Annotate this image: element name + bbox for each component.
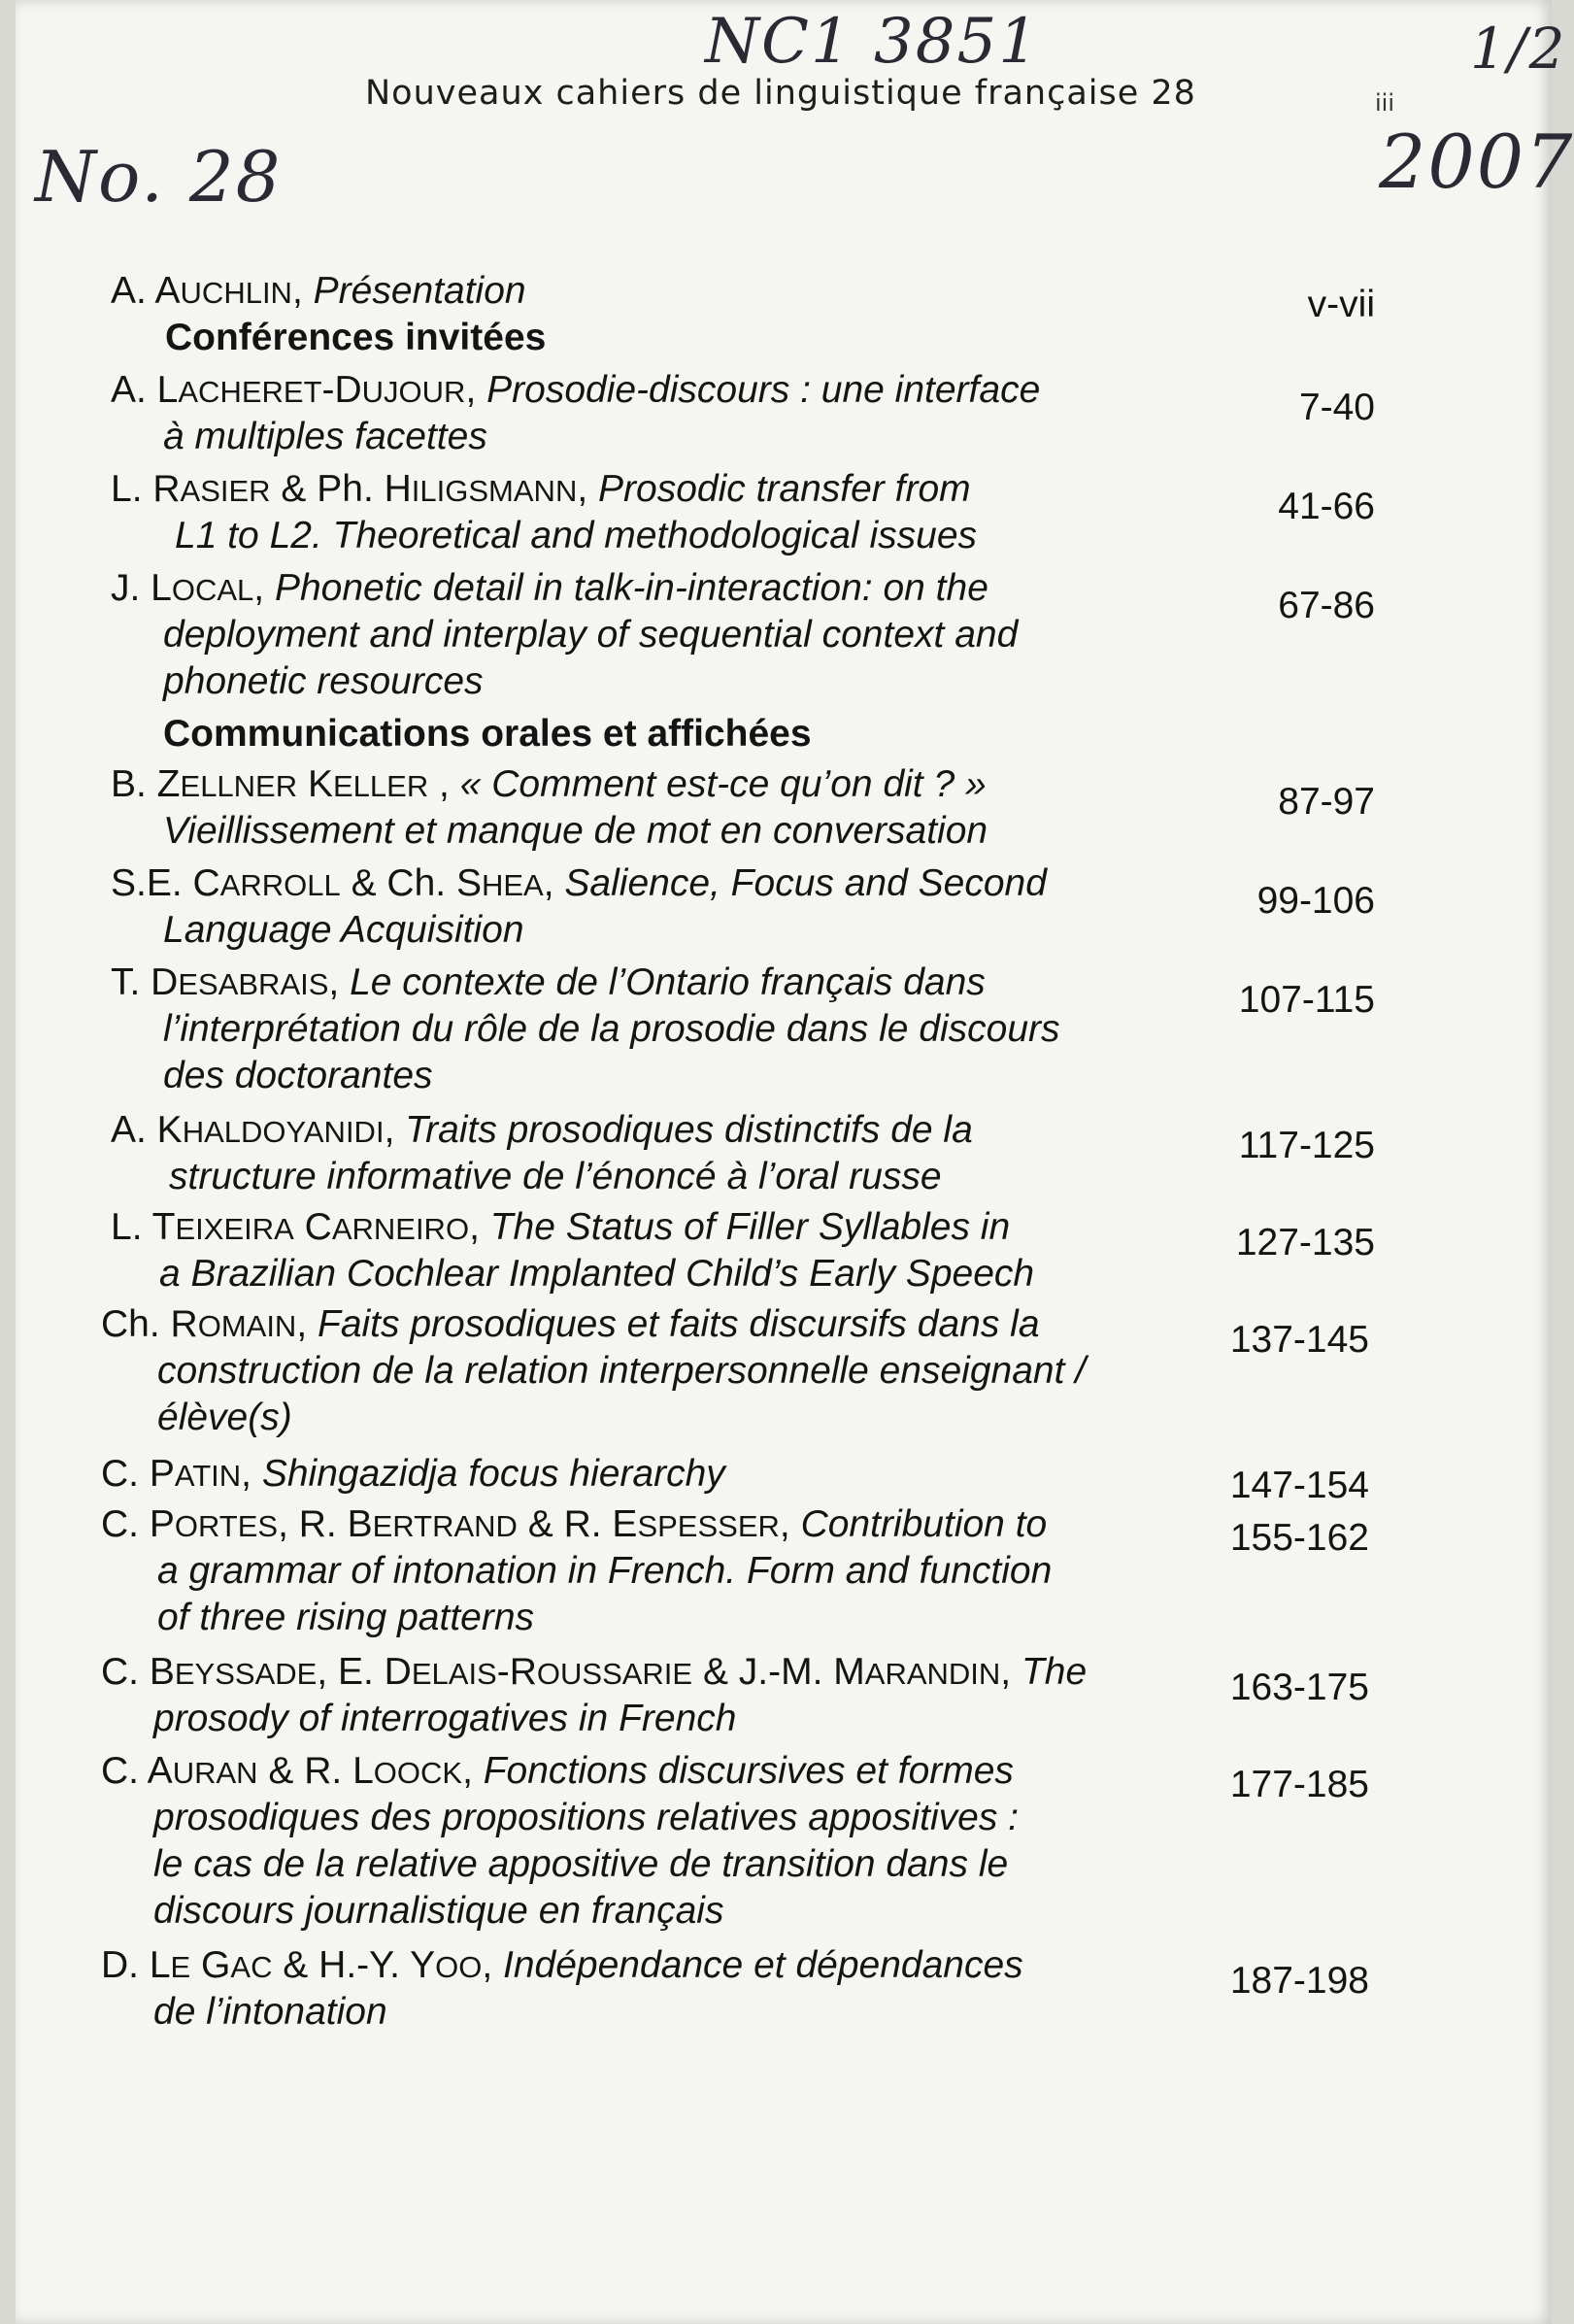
toc-entry-continuation <box>157 1348 1086 1395</box>
toc-entry-pages: 99-106 <box>1256 880 1375 922</box>
book-page <box>16 0 1574 2324</box>
toc-entry <box>111 466 971 515</box>
page-folio: iii <box>1375 89 1395 117</box>
author-text: & Ch. S <box>340 862 482 904</box>
author-smallcaps: OO <box>435 1950 483 1984</box>
entry-title: Contribution to <box>800 1503 1048 1545</box>
toc-entry <box>111 960 986 1008</box>
toc-entry-continuation <box>163 907 524 954</box>
entry-title: phonetic resources <box>163 660 484 702</box>
section-heading-communications: Communications orales et affichées <box>163 713 812 755</box>
author-smallcaps: ILIGSMANN <box>411 474 578 508</box>
running-title: Nouveaux cahiers de linguistique française 28 <box>365 74 1196 113</box>
author-text: , <box>328 961 351 1003</box>
author-smallcaps: ARROLL <box>219 868 341 902</box>
author-smallcaps: ELAIS <box>411 1657 497 1691</box>
toc-entry <box>111 860 1047 909</box>
author-text: C. P <box>101 1503 175 1545</box>
toc-entry-pages: 87-97 <box>1278 781 1375 823</box>
toc-entry-continuation <box>153 1841 1008 1888</box>
toc-entry-pages: 187-198 <box>1229 1960 1369 2002</box>
toc-entry-continuation <box>153 1696 736 1742</box>
entry-title: Language Acquisition <box>163 909 524 951</box>
handwritten-call-number: NC1 3851 <box>705 6 1040 78</box>
author-text: C. A <box>101 1750 173 1792</box>
author-text: G <box>190 1944 231 1986</box>
entry-title: deployment and interplay of sequential context and <box>163 614 1019 656</box>
entry-title: Salience, Focus and Second <box>564 862 1047 904</box>
author-text: & H.-Y. Y <box>272 1944 436 1986</box>
toc-entry-pages: 137-145 <box>1229 1319 1369 1361</box>
entry-title: a Brazilian Cochlear Implanted Child’s Early Speech <box>159 1253 1035 1295</box>
handwritten-volume-mark: 1/2 <box>1470 16 1567 82</box>
author-text: A. L <box>111 369 179 411</box>
author-smallcaps: OCAL <box>171 573 254 607</box>
author-smallcaps: HEA <box>481 868 544 902</box>
toc-entry-continuation <box>163 612 1018 658</box>
toc-entry-pages: 163-175 <box>1229 1667 1369 1708</box>
author-text: -R <box>496 1651 537 1693</box>
entry-title: Présentation <box>313 270 526 312</box>
author-text: D. L <box>101 1944 171 1986</box>
toc-entry-continuation <box>153 1795 1019 1841</box>
author-smallcaps: EYSSADE <box>174 1657 318 1691</box>
author-text: , <box>462 1750 484 1792</box>
author-smallcaps: OUSSARIE <box>536 1657 693 1691</box>
author-smallcaps: ATIN <box>174 1459 242 1493</box>
entry-title: Traits prosodiques distinctifs de la <box>405 1109 973 1151</box>
author-text: C. P <box>101 1453 175 1495</box>
toc-entry <box>101 1942 1023 1991</box>
entry-title: « Comment est-ce qu’on dit ? » <box>459 763 987 805</box>
author-text: -D <box>321 369 362 411</box>
entry-title: Indépendance et dépendances <box>503 1944 1023 1986</box>
entry-title: de l’intonation <box>153 1991 387 2033</box>
entry-title: prosodiques des propositions relatives appositives : <box>153 1797 1020 1838</box>
author-smallcaps: URAN <box>172 1756 258 1790</box>
author-text: , <box>1000 1651 1021 1693</box>
toc-entry-continuation <box>157 1395 292 1441</box>
toc-entry-continuation <box>157 1595 534 1641</box>
author-smallcaps: EIXEIRA <box>175 1212 294 1246</box>
author-smallcaps: ELLNER <box>180 769 298 803</box>
entry-title: Prosodic transfer from <box>598 468 971 510</box>
entry-title: des doctorantes <box>163 1055 433 1096</box>
entry-title: structure informative de l’énoncé à l’oral russe <box>169 1156 942 1197</box>
author-smallcaps: ELLER <box>332 769 429 803</box>
author-initial: A. A <box>111 270 181 312</box>
toc-entry <box>101 1501 1047 1550</box>
toc-presentation <box>111 268 526 317</box>
toc-entry-pages: 155-162 <box>1229 1517 1369 1559</box>
author-smallcaps: OMAIN <box>197 1309 297 1343</box>
author-text: , <box>241 1453 262 1495</box>
author-smallcaps: ESABRAIS <box>178 967 329 1001</box>
author-smallcaps: ACHERET <box>178 375 322 409</box>
author-smallcaps: AC <box>230 1950 273 1984</box>
entry-title: Faits prosodiques et faits discursifs dans la <box>318 1303 1040 1345</box>
section-heading-invited: Conférences invitées <box>165 317 547 358</box>
author-smallcaps: UJOUR <box>361 375 466 409</box>
toc-entry-pages: 7-40 <box>1298 387 1375 428</box>
entry-title: Fonctions discursives et formes <box>483 1750 1014 1792</box>
author-smallcaps: ARNEIRO <box>331 1212 470 1246</box>
author-text: A. K <box>111 1109 183 1151</box>
author-text: , <box>482 1944 504 1986</box>
toc-entry-pages: 177-185 <box>1229 1764 1369 1805</box>
author-text: S.E. C <box>111 862 220 904</box>
author-text: J. L <box>111 567 172 609</box>
toc-entry-continuation <box>163 658 484 705</box>
entry-title: l’interprétation du rôle de la prosodie dans le discours <box>163 1008 1060 1050</box>
toc-entry-continuation <box>153 1989 387 2036</box>
table-of-contents <box>16 0 1552 2324</box>
toc-entry <box>101 1748 1014 1797</box>
entry-title: discours journalistique en français <box>153 1890 724 1932</box>
author-text: , <box>296 1303 318 1345</box>
toc-entry-continuation <box>175 513 977 559</box>
toc-entry <box>111 761 987 810</box>
toc-entry-continuation <box>163 1053 433 1099</box>
author-smallcaps: ORTES <box>174 1509 279 1543</box>
author-text: L. R <box>111 468 181 510</box>
author-smallcaps: OOCK <box>373 1756 463 1790</box>
toc-entry-continuation <box>157 1548 1052 1595</box>
toc-entry-pages: 147-154 <box>1229 1465 1369 1506</box>
author-smallcaps: ERTRAND <box>372 1509 518 1543</box>
entry-title: Le contexte de l’Ontario français dans <box>350 961 986 1003</box>
entry-title: élève(s) <box>157 1397 292 1438</box>
toc-entry-continuation <box>169 1154 942 1200</box>
toc-entry-continuation <box>159 1251 1034 1297</box>
entry-title: Shingazidja focus hierarchy <box>261 1453 725 1495</box>
entry-title: The <box>1021 1651 1088 1693</box>
author-smallcaps: UCHLIN <box>180 276 292 310</box>
toc-entry-pages: 41-66 <box>1278 486 1375 527</box>
toc-presentation-pages: v-vii <box>1307 284 1375 325</box>
author-text: , <box>465 369 487 411</box>
author-smallcaps: HALDOYANIDI <box>182 1115 385 1149</box>
toc-entry-pages: 117-125 <box>1238 1125 1375 1166</box>
author-text: , <box>577 468 598 510</box>
entry-title: of three rising patterns <box>157 1597 535 1638</box>
author-text: , <box>543 862 565 904</box>
toc-entry <box>101 1301 1040 1350</box>
toc-entry-continuation <box>163 414 487 460</box>
toc-entry-continuation <box>163 808 988 855</box>
author-text: B. Z <box>111 763 181 805</box>
toc-entry <box>101 1451 725 1499</box>
handwritten-year: 2007 <box>1379 118 1574 205</box>
author-text: T. D <box>111 961 179 1003</box>
author-text: & Ph. H <box>270 468 412 510</box>
entry-title: construction de la relation interpersonnelle enseignant / <box>157 1350 1087 1392</box>
toc-entry-pages: 67-86 <box>1278 585 1375 626</box>
author-text: C <box>293 1206 332 1248</box>
author-smallcaps: ARANDIN <box>864 1657 1001 1691</box>
author-text: C. B <box>101 1651 175 1693</box>
toc-entry-pages: 107-115 <box>1238 979 1375 1021</box>
toc-entry <box>111 1107 973 1156</box>
author-smallcaps: ASIER <box>180 474 271 508</box>
author-text: , R. B <box>278 1503 373 1545</box>
separator: , <box>291 270 314 312</box>
entry-title: The Status of Filler Syllables in <box>489 1206 1011 1248</box>
toc-entry-continuation <box>153 1888 723 1935</box>
author-text: K <box>297 763 333 805</box>
toc-entry <box>111 1204 1010 1253</box>
author-text: , <box>428 763 460 805</box>
entry-title: à multiples facettes <box>163 416 487 457</box>
author-smallcaps: E <box>170 1950 191 1984</box>
author-text: , E. D <box>317 1651 412 1693</box>
author-text: L. T <box>111 1206 176 1248</box>
entry-title: a grammar of intonation in French. Form and function <box>157 1550 1053 1592</box>
author-text: , <box>384 1109 406 1151</box>
author-text: & R. E <box>517 1503 638 1545</box>
toc-entry <box>101 1649 1087 1698</box>
author-text: , <box>253 567 275 609</box>
entry-title: prosody of interrogatives in French <box>153 1698 737 1739</box>
toc-entry <box>111 565 988 614</box>
handwritten-issue-number: No. 28 <box>35 136 283 218</box>
toc-entry-pages: 127-135 <box>1235 1222 1375 1263</box>
toc-entry <box>111 367 1040 416</box>
author-text: & R. L <box>257 1750 374 1792</box>
author-text: , <box>469 1206 490 1248</box>
author-text: & J.-M. M <box>692 1651 865 1693</box>
entry-title: Vieillissement et manque de mot en conversation <box>163 810 988 852</box>
author-smallcaps: SPESSER <box>637 1509 780 1543</box>
author-text: , <box>779 1503 801 1545</box>
entry-title: Phonetic detail in talk-in-interaction: on the <box>274 567 988 609</box>
entry-title: Prosodie-discours : une interface <box>486 369 1041 411</box>
entry-title: L1 to L2. Theoretical and methodological issues <box>175 515 978 556</box>
author-text: Ch. R <box>101 1303 198 1345</box>
toc-entry-continuation <box>163 1006 1060 1053</box>
entry-title: le cas de la relative appositive de transition dans le <box>153 1843 1009 1885</box>
